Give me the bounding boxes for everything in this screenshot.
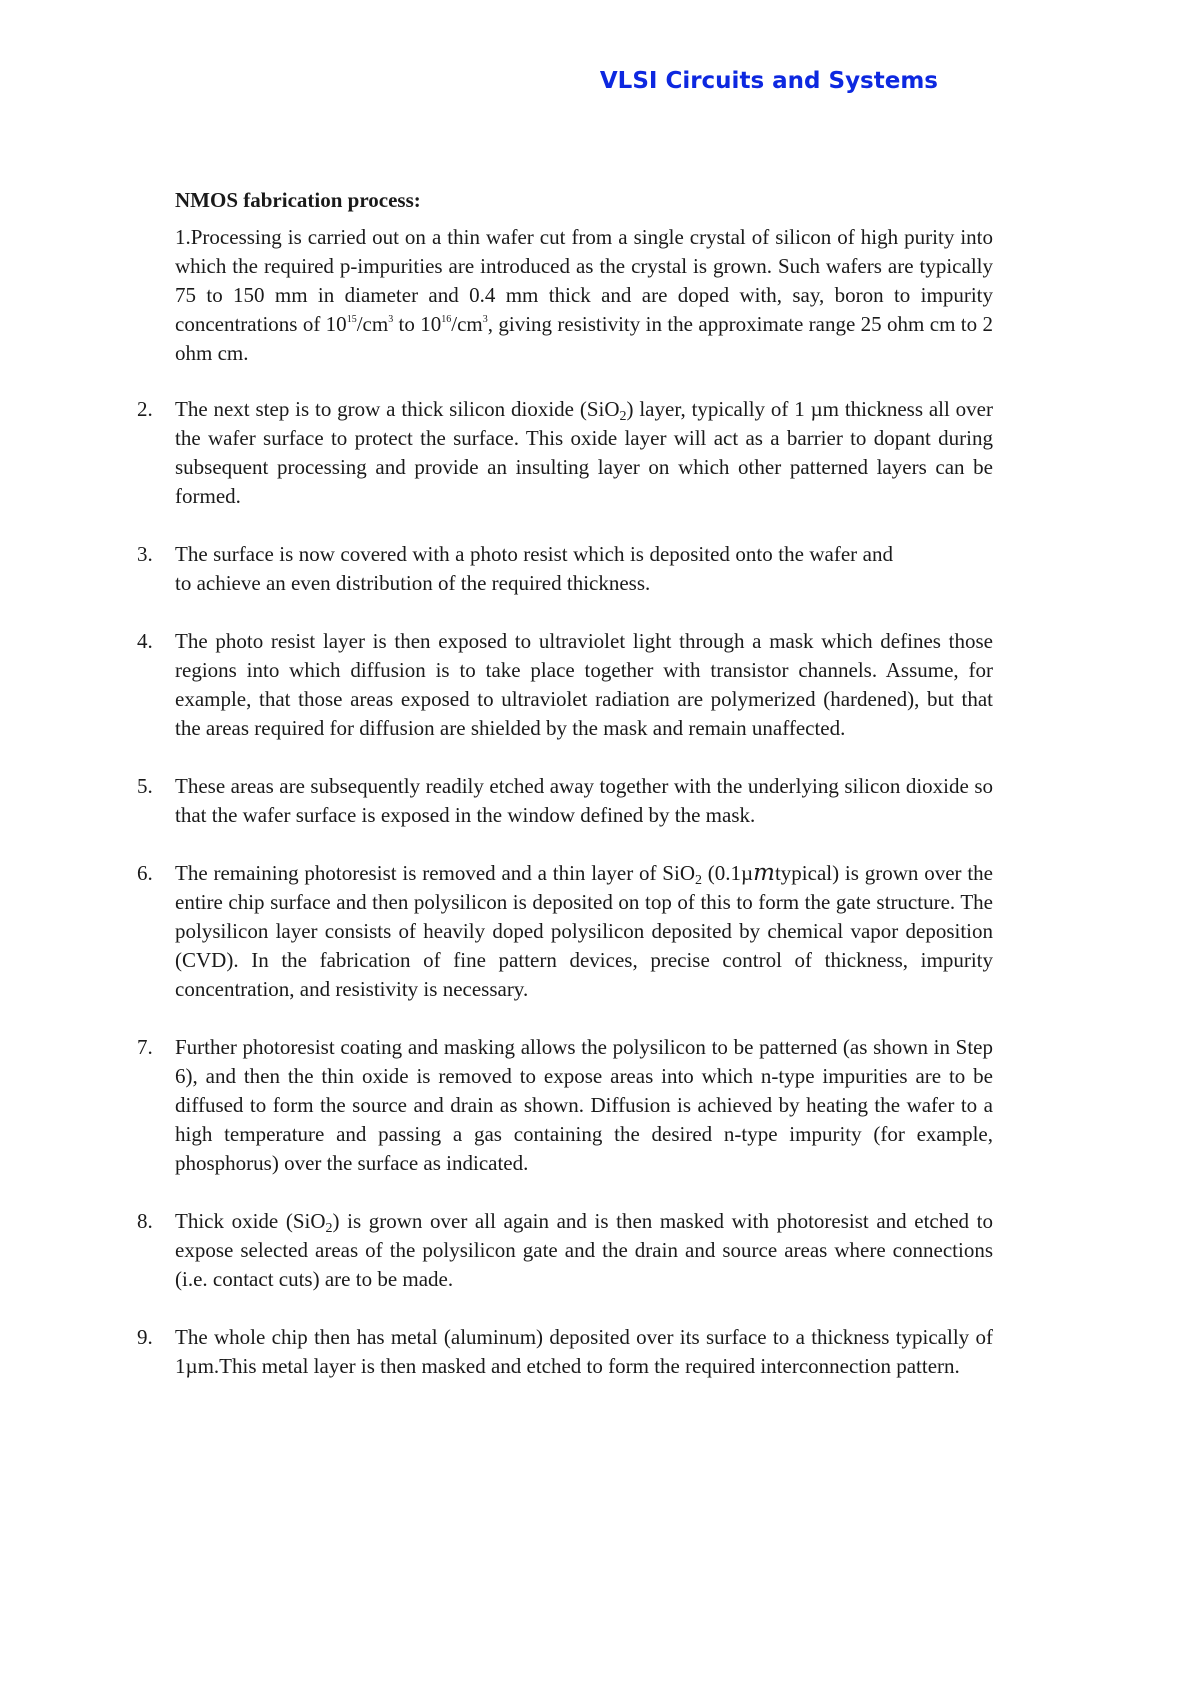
step-text: The whole chip then has metal (aluminum) deposited over its surface to a thickness typically of 1µm.This metal layer is then masked and etched to form the required interconnection pattern.	[175, 1325, 993, 1378]
step-text: The next step is to grow a thick silicon dioxide (SiO$_2$) layer, typically of 1 µm thickness all over the wafer surface to protect the surface. This oxide layer will act as a barrier to dopant during subsequent processing and provide an insulting layer on which other patterned layers can be formed.	[175, 397, 993, 508]
list-item	[137, 540, 993, 598]
step-number: 6.	[137, 861, 153, 885]
list-item	[137, 1323, 993, 1381]
list-item	[137, 859, 993, 1004]
step-text: Further photoresist coating and masking allows the polysilicon to be patterned (as shown in Step 6), and then the thin oxide is removed to expose areas into which n-type impurities are to be diffused to form the source and drain as shown. Diffusion is achieved by heating the wafer to a high temperature and passing a gas containing the desired n-type impurity (for example, phosphorus) over the surface as indicated.	[175, 1035, 993, 1175]
step-number: 4.	[137, 629, 153, 653]
step-text: The remaining photoresist is removed and a thin layer of SiO$_2$ (0.1µmtypical) is grown over the entire chip surface and then polysilicon is deposited on top of this to form the gate structure. The polysilicon layer consists of heavily doped polysilicon deposited by chemical vapor deposition (CVD). In the fabrication of fine pattern devices, precise control of thickness, impurity concentration, and resistivity is necessary.	[175, 860, 993, 1001]
step-number: 9.	[137, 1325, 153, 1349]
step-text: Thick oxide (SiO$_2$) is grown over all again and is then masked with photoresist and etched to expose selected areas of the polysilicon gate and the drain and source areas where connections (i.e. contact cuts) are to be made.	[175, 1209, 993, 1291]
list-item	[137, 395, 993, 511]
steps-list	[137, 395, 993, 1381]
step-number: 7.	[137, 1035, 153, 1059]
list-item	[137, 627, 993, 743]
step-number: 8.	[137, 1209, 153, 1233]
step-number: 3.	[137, 542, 153, 566]
step-text: The surface is now covered with a photo resist which is deposited onto the wafer andto achieve an even distribution of the required thickness.	[175, 542, 893, 595]
step-number: 5.	[137, 774, 153, 798]
document-body	[137, 186, 993, 1410]
section-heading: NMOS fabrication process:	[175, 188, 421, 212]
page-header-title: VLSI Circuits and Systems	[599, 68, 938, 94]
step-text: The photo resist layer is then exposed to ultraviolet light through a mask which defines those regions into which diffusion is to take place together with transistor channels. Assume, for example, that those areas exposed to ultraviolet radiation are polymerized (hardened), but that the areas required for diffusion are shielded by the mask and remain unaffected.	[175, 629, 993, 740]
list-item	[137, 772, 993, 830]
list-item	[137, 1207, 993, 1294]
step-number: 2.	[137, 397, 153, 421]
step-text: These areas are subsequently readily etched away together with the underlying silicon dioxide so that the wafer surface is exposed in the window defined by the mask.	[175, 774, 993, 827]
list-item	[137, 1033, 993, 1178]
step-1-paragraph: 1.Processing is carried out on a thin wafer cut from a single crystal of silicon of high purity into which the required p-impurities are introduced as the crystal is grown. Such wafers are typically 75 to 150 mm in diameter and 0.4 mm thick and are doped with, say, boron to impurity concentrations of $10^{15}/cm^3$ to $10^{16}/cm^3$, giving resistivity in the approximate range 25 ohm cm to 2 ohm cm.	[175, 225, 993, 365]
